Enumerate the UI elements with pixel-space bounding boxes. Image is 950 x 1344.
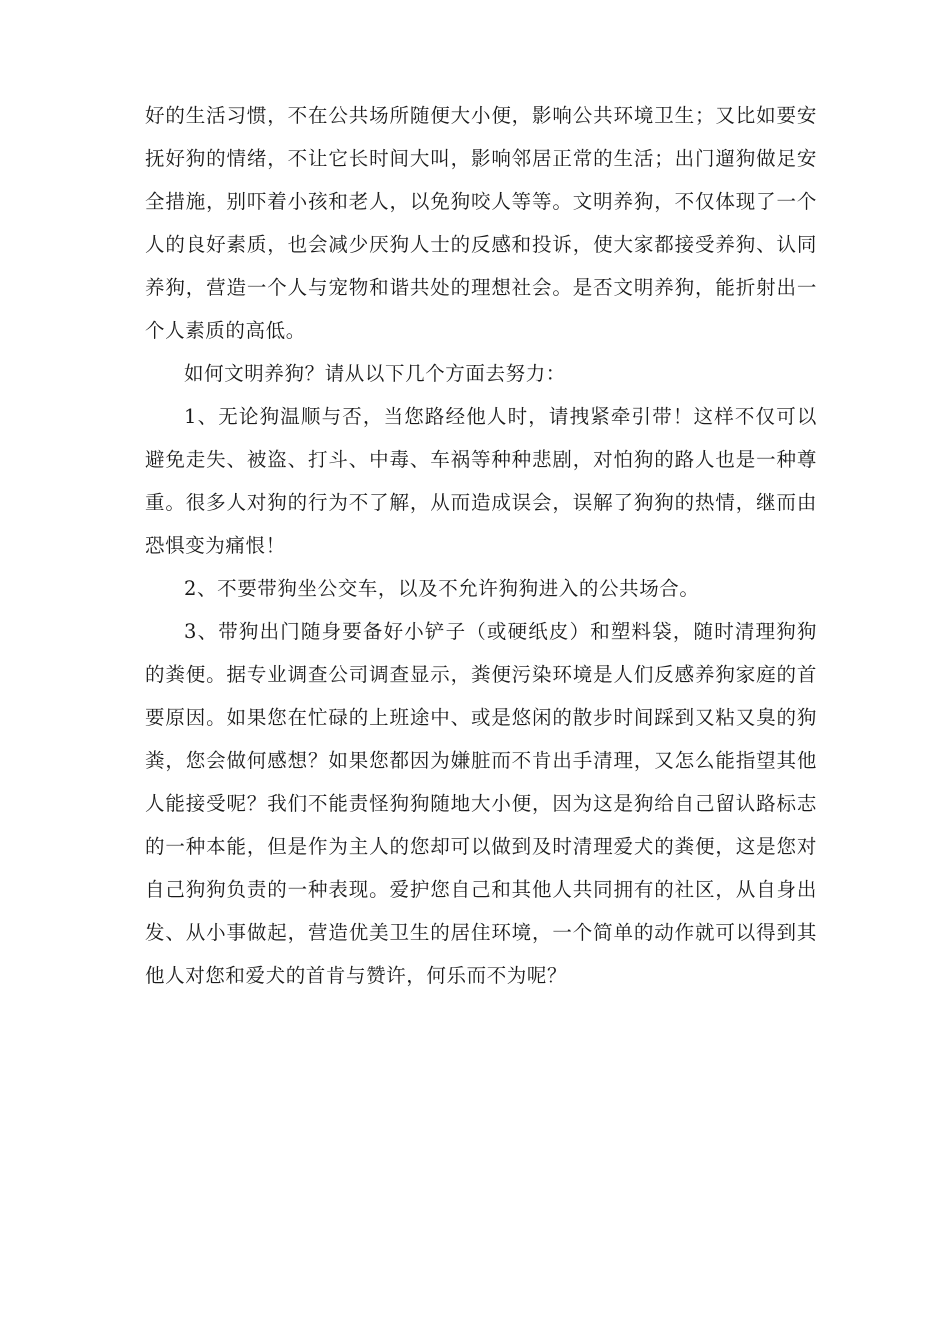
paragraph-item-3: 3、带狗出门随身要备好小铲子（或硬纸皮）和塑料袋，随时清理狗狗的粪便。据专业调查公司调查显示，粪便污染环境是人们反感养狗家庭的首要原因。如果您在忙碌的上班途中、或是悠闲的散步时间踩到又粘又臭的狗粪，您会做何感想？如果您都因为嫌脏而不肯出手清理，又怎么能指望其他人能接受呢？我们不能责怪狗狗随地大小便，因为这是狗给自己留认路标志的一种本能，但是作为主人的您却可以做到及时清理爱犬的粪便，这是您对自己狗狗负责的一种表现。爱护您自己和其他人共同拥有的社区，从自身出发、从小事做起，营造优美卫生的居住环境，一个简单的动作就可以得到其他人对您和爱犬的首肯与赞许，何乐而不为呢？ [145,620,817,987]
document-body [145,94,817,997]
paragraph-item-2: 2、不要带狗坐公交车，以及不允许狗狗进入的公共场合。 [184,577,700,600]
paragraph-continued: 好的生活习惯，不在公共场所随便大小便，影响公共环境卫生；又比如要安抚好狗的情绪，不让它长时间大叫，影响邻居正常的生活；出门遛狗做足安全措施，别吓着小孩和老人，以免狗咬人等等。文明养狗，不仅体现了一个人的良好素质，也会减少厌狗人士的反感和投诉，使大家都接受养狗、认同养狗，营造一个人与宠物和谐共处的理想社会。是否文明养狗，能折射出一个人素质的高低。 [145,104,817,342]
paragraph-item-1: 1、无论狗温顺与否，当您路经他人时，请拽紧牵引带！这样不仅可以避免走失、被盗、打斗、中毒、车祸等种种悲剧，对怕狗的路人也是一种尊重。很多人对狗的行为不了解，从而造成误会，误解了狗狗的热情，继而由恐惧变为痛恨！ [145,405,817,557]
paragraph-intro-question: 如何文明养狗？请从以下几个方面去努力： [184,362,566,385]
